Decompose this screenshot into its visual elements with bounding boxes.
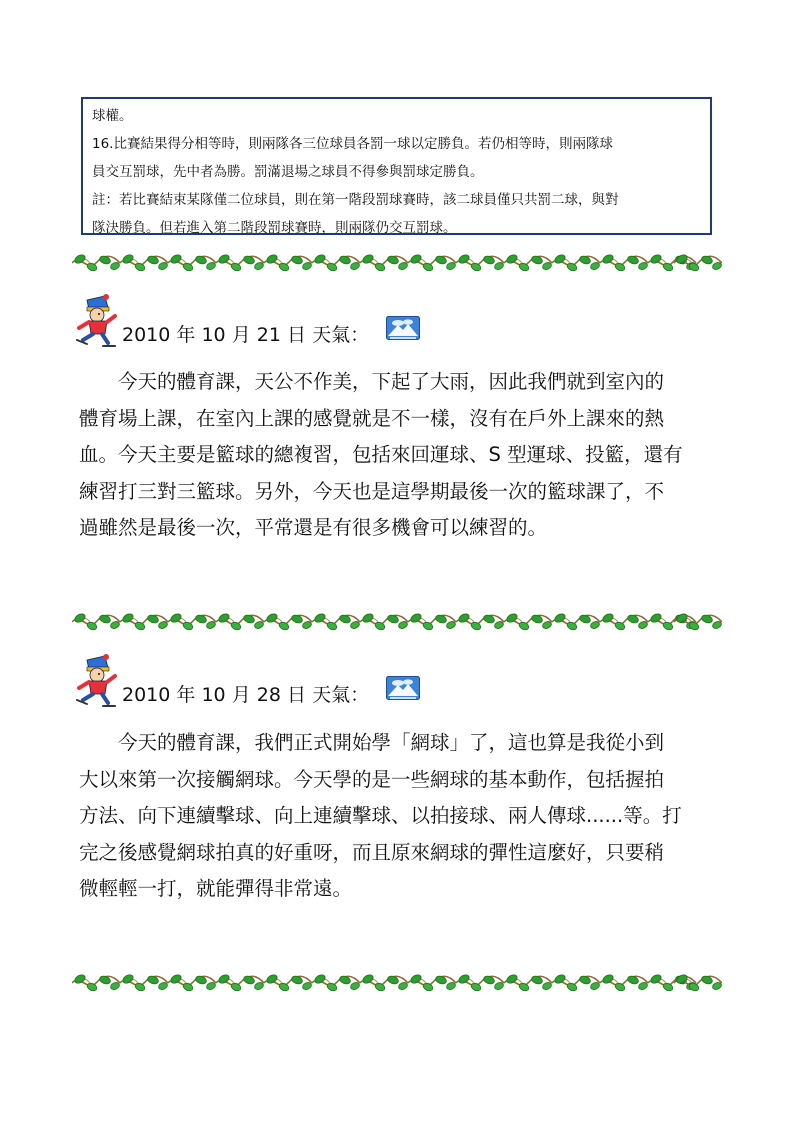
entry-header (75, 294, 475, 350)
body-line: 大以來第一次接觸網球。今天學的是一些網球的基本動作，包括握拍 (79, 767, 665, 791)
date-year: 2010 (122, 684, 171, 706)
entry-header (75, 654, 475, 710)
body-line: 血。今天主要是籃球的總複習，包括來回運球、S 型運球、投籃，還有 (79, 443, 683, 466)
vine-divider (72, 609, 722, 635)
date-day: 21 (256, 324, 281, 346)
date-day-unit: 日 (287, 324, 307, 346)
body-line: 體育場上課，在室內上課的感覺就是不一樣，沒有在戶外上課來的熱 (79, 406, 665, 430)
vine-divider (72, 970, 722, 996)
body-line: 今天的體育課，我們正式開始學「網球」了，這也算是我從小到 (118, 731, 665, 754)
rules-box (81, 97, 712, 235)
body-line: 微輕輕一打，就能彈得非常遠。 (79, 877, 353, 900)
body-line: 今天的體育課，天公不作美，下起了大雨，因此我們就到室內的 (118, 370, 665, 393)
rules-line: 16.比賽結果得分相等時，則兩隊各三位球員各罰一球以定勝負。若仍相等時，則兩隊球 (92, 136, 613, 152)
date-year-unit: 年 (176, 684, 196, 706)
rules-line: 隊決勝負。但若進入第二階段罰球賽時，則兩隊仍交互罰球。 (92, 220, 457, 236)
cloud-mountain-icon (386, 676, 420, 700)
date-month: 10 (201, 684, 226, 706)
body-line: 練習打三對三籃球。另外，今天也是這學期最後一次的籃球課了，不 (79, 479, 665, 503)
skater-icon (75, 654, 121, 708)
date-month-unit: 月 (231, 324, 251, 346)
vine-divider (72, 250, 722, 276)
entry-date (122, 682, 369, 708)
cloud-mountain-icon (386, 316, 420, 340)
date-month: 10 (201, 324, 226, 346)
rules-line: 球權。 (92, 108, 133, 124)
weather-label: 天氣： (312, 684, 370, 706)
date-year-unit: 年 (176, 324, 196, 346)
date-month-unit: 月 (231, 684, 251, 706)
entry-body (79, 725, 721, 908)
date-day-unit: 日 (287, 684, 307, 706)
rules-line: 員交互罰球，先中者為勝。罰滿退場之球員不得參與罰球定勝負。 (92, 164, 484, 180)
rules-line: 註：若比賽結束某隊僅二位球員，則在第一階段罰球賽時，該二球員僅只共罰二球，與對 (92, 192, 619, 208)
date-day: 28 (256, 684, 281, 706)
skater-icon (75, 294, 121, 348)
body-line: 完之後感覺網球拍真的好重呀，而且原來網球的彈性這麼好，只要稍 (79, 840, 665, 864)
body-line: 過雖然是最後一次，平常還是有很多機會可以練習的。 (79, 516, 548, 539)
entry-body (79, 364, 721, 547)
entry-date (122, 322, 369, 348)
weather-label: 天氣： (312, 324, 370, 346)
body-line: 方法、向下連續擊球、向上連續擊球、以拍接球、兩人傳球......等。打 (79, 804, 682, 827)
date-year: 2010 (122, 324, 171, 346)
